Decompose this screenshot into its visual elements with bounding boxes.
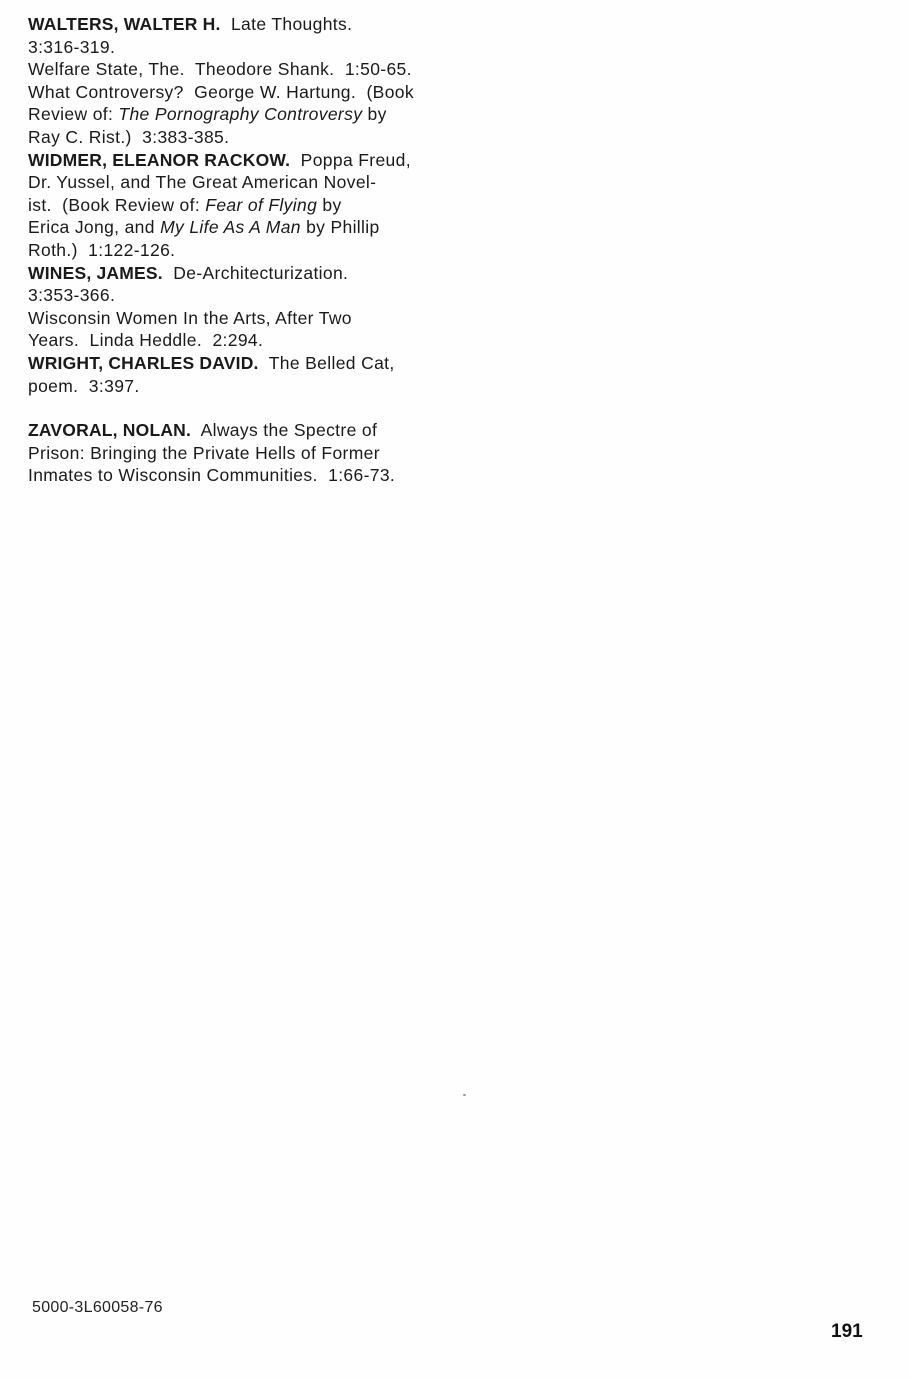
entry-line xyxy=(28,171,468,194)
index-entry xyxy=(28,419,468,487)
author-name: WRIGHT, CHARLES DAVID. xyxy=(28,352,259,373)
entry-text: De-Architecturization. xyxy=(173,262,349,283)
index-column xyxy=(28,13,468,487)
index-entry xyxy=(28,81,468,149)
entry-text: Dr. Yussel, and The Great American Novel- xyxy=(28,172,377,193)
entry-line xyxy=(28,464,468,487)
entry-text: What Controversy? George W. Hartung. (Book xyxy=(28,81,414,102)
index-entry xyxy=(28,352,468,397)
entry-line xyxy=(28,149,468,172)
entry-line xyxy=(28,13,468,36)
entry-line xyxy=(28,126,468,149)
index-entry xyxy=(28,13,468,58)
entry-text: 3:316-319. xyxy=(28,36,116,57)
index-entry xyxy=(28,149,468,262)
entry-line xyxy=(28,194,468,217)
entry-line xyxy=(28,239,468,262)
index-entry xyxy=(28,58,468,81)
entry-line xyxy=(28,103,468,126)
entry-text: 3:353-366. xyxy=(28,285,116,306)
entry-line xyxy=(28,58,468,81)
book-title: Fear of Flying xyxy=(205,194,318,215)
entry-text: Inmates to Wisconsin Communities. 1:66-73. xyxy=(28,465,396,486)
entry-text: by xyxy=(317,194,342,215)
entry-line xyxy=(28,36,468,59)
entry-line xyxy=(28,216,468,239)
entry-text: Roth.) 1:122-126. xyxy=(28,239,176,260)
book-title: My Life As A Man xyxy=(160,217,301,238)
entry-text: poem. 3:397. xyxy=(28,375,140,396)
entry-text: by Phillip xyxy=(300,217,380,238)
author-name: WIDMER, ELEANOR RACKOW. xyxy=(28,149,291,170)
entry-text: by xyxy=(362,104,387,125)
index-entry xyxy=(28,307,468,352)
print-code: 5000-3L60058-76 xyxy=(32,1299,163,1316)
author-name: WALTERS, WALTER H. xyxy=(28,14,221,34)
entry-line xyxy=(28,442,468,465)
entry-line xyxy=(28,375,468,398)
entry-text: Years. Linda Heddle. 2:294. xyxy=(28,330,264,351)
entry-text: The Belled Cat, xyxy=(268,352,395,373)
entry-text: Prison: Bringing the Private Hells of Former xyxy=(28,442,380,463)
entry-text: Review of: xyxy=(28,104,119,125)
entry-line xyxy=(28,419,468,442)
entry-line xyxy=(28,352,468,375)
author-name: ZAVORAL, NOLAN. xyxy=(28,420,192,441)
entry-text: Erica Jong, and xyxy=(28,217,161,238)
paper-speck xyxy=(463,1094,466,1096)
entry-text: Late Thoughts. xyxy=(230,14,353,34)
entry-text: Poppa Freud, xyxy=(300,149,411,170)
book-title: The Pornography Controversy xyxy=(118,104,363,125)
page-number: 191 xyxy=(831,1321,863,1342)
entry-text: Ray C. Rist.) 3:383-385. xyxy=(28,126,230,147)
author-name: WINES, JAMES. xyxy=(28,262,163,283)
entry-line xyxy=(28,329,468,352)
entry-line xyxy=(28,81,468,104)
entry-text: Wisconsin Women In the Arts, After Two xyxy=(28,307,352,328)
entry-text: Welfare State, The. Theodore Shank. 1:50-65. xyxy=(28,59,412,80)
entry-text: ist. (Book Review of: xyxy=(28,194,206,215)
entry-line xyxy=(28,307,468,330)
index-entry xyxy=(28,262,468,307)
entry-line xyxy=(28,262,468,285)
entry-line xyxy=(28,284,468,307)
entry-text: Always the Spectre of xyxy=(200,420,378,441)
